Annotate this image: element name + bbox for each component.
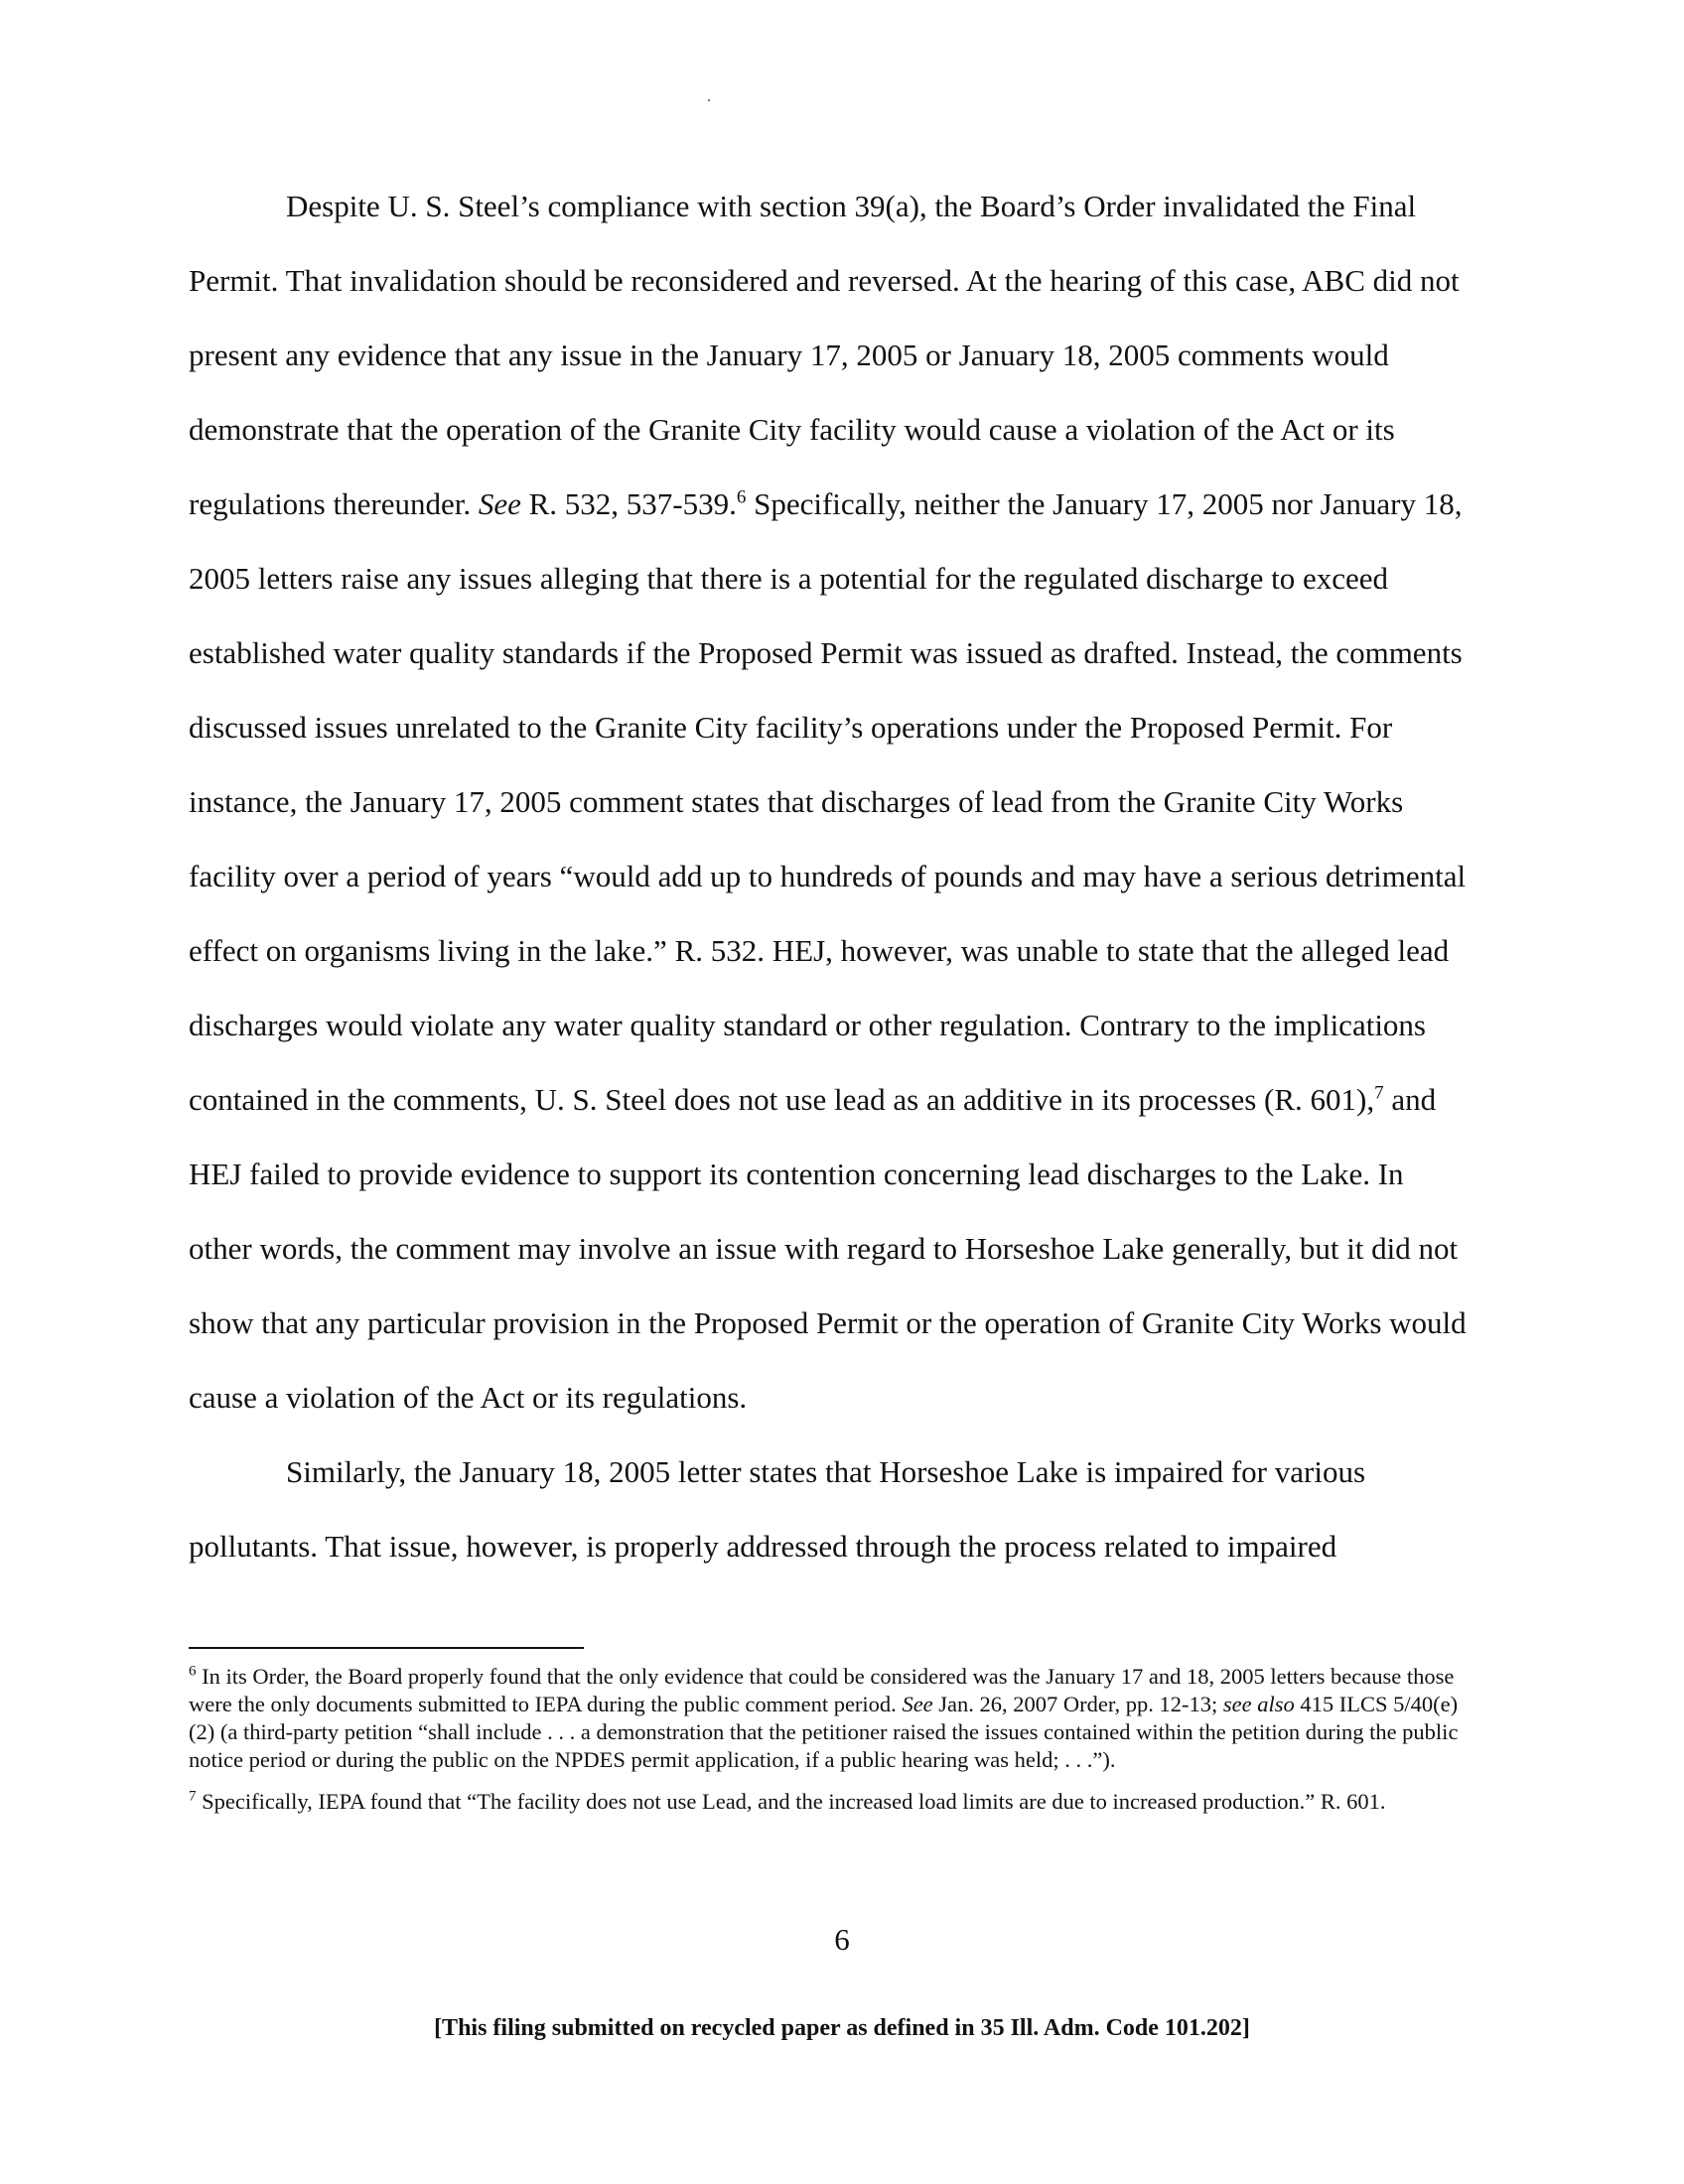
footnote-7-marker[interactable]: 7 (1374, 1082, 1384, 1104)
paragraph-1-text-a: Despite U. S. Steel’s compliance with section 39(a), the Board’s Order invalidated the Final Permit. That invalidation should be reconsidered and reversed. At the hearing of this case, ABC did not present any evidence that any issue in the January 17, 2005 or January 18, 2005 comments would demonstrate that the operation of the Granite City facility would cause a violation of the Act or its regulations thereunder. (189, 189, 1460, 521)
footnote-separator (189, 1647, 584, 1649)
footnote-6-text-c: 415 ILCS 5/40(e)(2) (a third-party petition “shall include . . . a demonstration that the petitioner raised the issues contained within the petition during the public notice period or during the public on the NPDES permit application, if a public hearing was held; . . .”). (189, 1692, 1459, 1772)
paragraph-1-text-c: and HEJ failed to provide evidence to support its contention concerning lead discharges to the Lake. In other words, the comment may involve an issue with regard to Horseshoe Lake generally, but it did not show that any particular provision in the Proposed Permit or the operation of Granite City Works would cause a violation of the Act or its regulations. (189, 1082, 1467, 1415)
footnote-7 (189, 1788, 1470, 1816)
footnote-6 (189, 1663, 1470, 1774)
footnote-6-number: 6 (189, 1663, 197, 1680)
footnote-6-marker[interactable]: 6 (736, 486, 747, 508)
footnote-6-see-also: see also (1222, 1692, 1295, 1716)
body-text (189, 169, 1470, 1583)
footnotes (189, 1663, 1470, 1830)
page-number: 6 (834, 1922, 850, 1957)
footnote-7-text: Specifically, IEPA found that “The facility does not use Lead, and the increased load limits are due to increased production.” R. 601. (196, 1789, 1386, 1814)
footnote-6-see: See (902, 1692, 933, 1716)
recycled-paper-notice: [This filing submitted on recycled paper as defined in 35 Ill. Adm. Code 101.202] (434, 2015, 1250, 2041)
paragraph-1 (189, 169, 1470, 1434)
footnote-6-text-a: In its Order, the Board properly found that the only evidence that could be considered was the January 17 and 18, 2005 letters because those were the only documents submitted to IEPA during the public comment period. (189, 1664, 1455, 1716)
record-citation: R. 532, 537-539. (520, 486, 737, 521)
paragraph-2: Similarly, the January 18, 2005 letter states that Horseshoe Lake is impaired for various pollutants. That issue, however, is properly addressed through the process related to impaired (189, 1454, 1366, 1564)
paragraph-1-text-b: Specifically, neither the January 17, 2005 nor January 18, 2005 letters raise any issues alleging that there is a potential for the regulated discharge to exceed established water quality standards if the Proposed Permit was issued as drafted. Instead, the comments discussed issues unrelated to the Granite City facility’s operations under the Proposed Permit. For instance, the January 17, 2005 comment states that discharges of lead from the Granite City Works facility over a period of years “would add up to hundreds of pounds and may have a serious detrimental effect on organisms living in the lake.” R. 532. HEJ, however, was unable to state that the alleged lead discharges would violate any water quality standard or other regulation. Contrary to the implications contained in the comments, U. S. Steel does not use lead as an additive in its processes (R. 601), (189, 486, 1467, 1117)
footnote-6-text-b: Jan. 26, 2007 Order, pp. 12-13; (932, 1692, 1223, 1716)
scan-speck (708, 99, 710, 101)
footnote-7-number: 7 (189, 1788, 197, 1805)
see-signal: See (478, 486, 521, 521)
